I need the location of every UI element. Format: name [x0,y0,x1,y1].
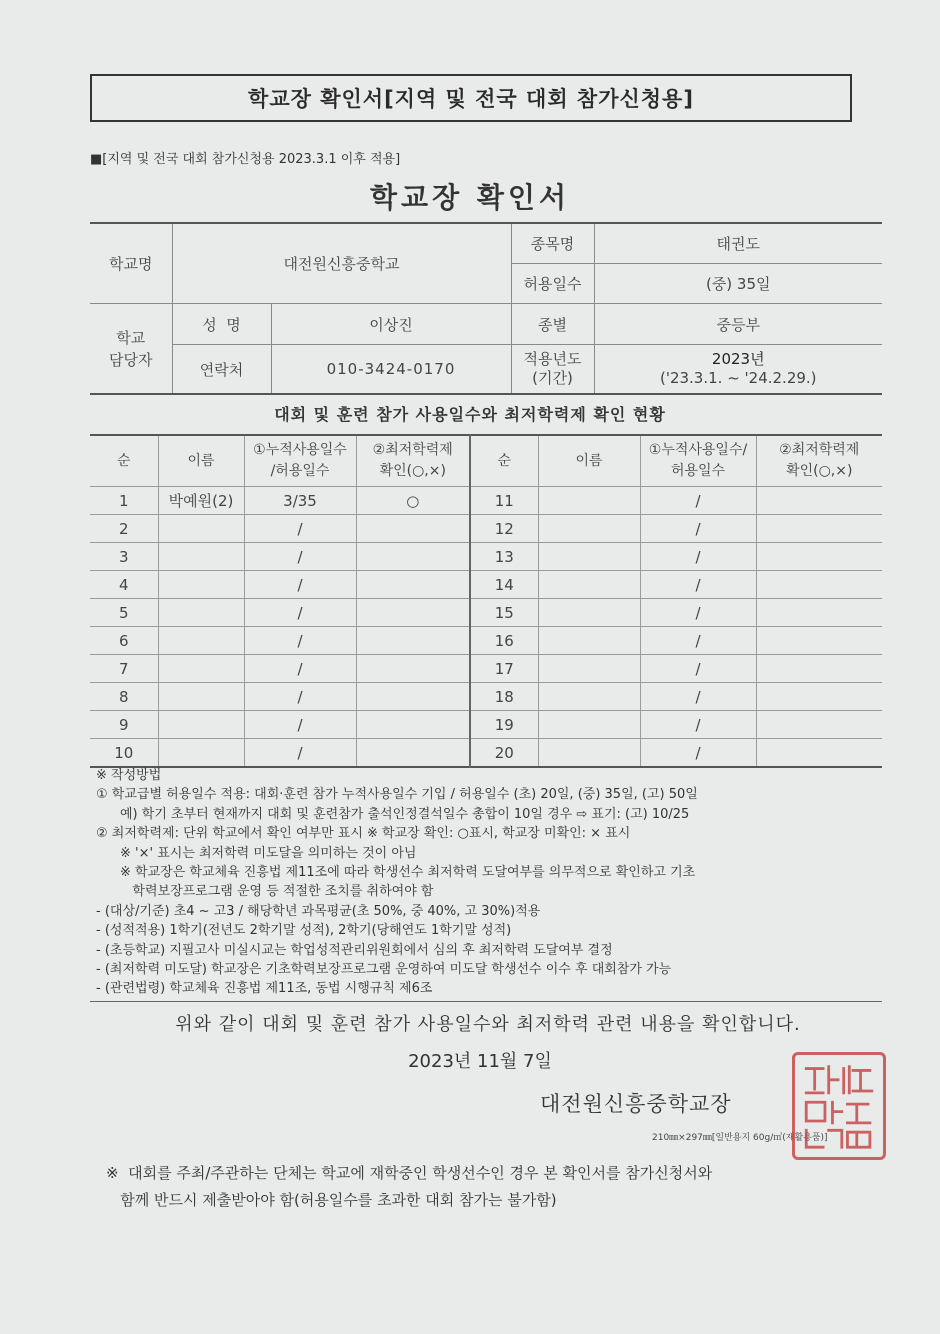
cell-r-name [538,543,640,571]
table-row [90,711,882,739]
cell-l-no: 5 [90,599,158,627]
principal-signature-line: 대전원신흥중학교장 [540,1092,732,1116]
cell-l-name [158,627,244,655]
footnote-line: ※ 대회를 주최/주관하는 단체는 학교에 재학중인 학생선수인 경우 본 확인서를 참가신청서와 [106,1164,713,1182]
note-line: - (초등학교) 지필고사 미실시교는 학업성적관리위원회에서 심의 후 최저학력 도달여부 결정 [96,942,613,958]
instructions-notes [96,766,886,999]
cell-r-name [538,599,640,627]
cell-l-ok [356,739,470,768]
cell-r-no: 15 [470,599,538,627]
cell-l-ok [356,543,470,571]
note-line: - (관련법령) 학교체육 진흥법 제11조, 동법 시행규칙 제6조 [96,981,433,997]
cell-r-no: 12 [470,515,538,543]
header-left-0: 순 [90,435,158,487]
cell-l-days: / [244,515,356,543]
cell-r-days: / [640,487,756,515]
cell-r-days: / [640,739,756,768]
cell-r-ok [756,683,882,711]
note-line: - (성적적용) 1학기(전년도 2학기말 성적), 2학기(당해연도 1학기말 성적) [96,923,512,939]
division-value: 중등부 [594,304,882,345]
footnote-line: 함께 반드시 제출받아야 함(허용일수를 초과한 대회 참가는 불가함) [106,1191,557,1209]
table-row [90,627,882,655]
cell-r-days: / [640,683,756,711]
note-line: ① 학교급별 허용일수 적용: 대회·훈련 참가 누적사용일수 기입 / 허용일수 (초) 20일, (중) 35일, (고) 50일 [96,787,698,803]
allowed-days-value: (중) 35일 [594,264,882,304]
cell-r-name [538,655,640,683]
period-cell [594,345,882,395]
period-label: 적용년도 (기간) [511,345,594,395]
page-title: 학교장 확인서 [369,181,571,214]
cell-l-days: / [244,627,356,655]
cell-l-days: / [244,543,356,571]
cell-l-ok [356,711,470,739]
header-right-2: ①누적사용일수/ 허용일수 [640,435,756,487]
cell-l-ok [356,571,470,599]
section-title: 대회 및 훈련 참가 사용일수와 최저학력제 확인 현황 [274,405,666,424]
sport-value: 태권도 [594,223,882,264]
cell-l-name [158,655,244,683]
cell-r-name [538,711,640,739]
cell-r-days: / [640,711,756,739]
form-banner-title: 학교장 확인서[지역 및 전국 대회 참가신청용] [90,74,852,122]
cell-r-days: / [640,543,756,571]
cell-r-name [538,683,640,711]
cell-l-no: 8 [90,683,158,711]
confirmation-statement: 위와 같이 대회 및 훈련 참가 사용일수와 최저학력 관련 내용을 확인합니다. [175,1014,801,1035]
table-body [90,487,882,768]
table-row [90,599,882,627]
cell-r-days: / [640,599,756,627]
note-line: - (대상/기준) 초4 ~ 고3 / 해당학년 과목평균(초 50%, 중 40%, 고 30%)적용 [96,903,541,919]
cell-r-ok [756,487,882,515]
cell-r-name [538,739,640,768]
cell-r-ok [756,711,882,739]
contact-label: 연락처 [172,345,271,395]
cell-l-ok [356,683,470,711]
sport-label: 종목명 [511,223,594,264]
cell-l-name [158,739,244,768]
cell-r-ok [756,543,882,571]
cell-l-no: 2 [90,515,158,543]
table-row [90,655,882,683]
table-row [90,683,882,711]
cell-l-ok [356,627,470,655]
cell-l-no: 3 [90,543,158,571]
cell-l-days: / [244,599,356,627]
note-line: 예) 학기 초부터 현재까지 대회 및 훈련참가 출석인정결석일수 총합이 10일 경우 ⇨ 표기: (고) 10/25 [120,806,690,822]
divider [90,1001,882,1002]
cell-l-days: 3/35 [244,487,356,515]
table-row [90,515,882,543]
cell-r-days: / [640,655,756,683]
cell-r-name [538,571,640,599]
table-row [90,571,882,599]
seal-graphic [795,1055,883,1157]
school-name-label: 학교명 [90,223,172,304]
header-left-2: ①누적사용일수 /허용일수 [244,435,356,487]
manager-label: 학교 담당자 [90,304,172,395]
cell-r-name [538,515,640,543]
header-right-0: 순 [470,435,538,487]
period-range: ('23.3.1. ~ '24.2.29.) [659,369,817,387]
header-left-3: ②최저학력제 확인(○,×) [356,435,470,487]
athlete-status-table [90,434,882,768]
manager-name-label: 성 명 [172,304,271,345]
cell-l-ok [356,515,470,543]
cell-l-name [158,599,244,627]
contact-value: 010-3424-0170 [271,345,511,395]
school-name-value: 대전원신흥중학교 [172,223,511,304]
note-line: ※ 학교장은 학교체육 진흥법 제11조에 따라 학생선수 최저학력 도달여부를 의무적으로 확인하고 기초 [120,865,696,881]
cell-r-ok [756,739,882,768]
cell-l-no: 10 [90,739,158,768]
cell-l-days: / [244,655,356,683]
cell-r-ok [756,571,882,599]
official-seal-stamp [792,1052,886,1160]
note-line: ※ 작성방법 [96,768,162,783]
cell-l-name [158,543,244,571]
cell-r-no: 19 [470,711,538,739]
cell-r-days: / [640,627,756,655]
period-year: 2023년 [711,350,765,368]
cell-r-no: 13 [470,543,538,571]
cell-l-days: / [244,683,356,711]
cell-l-ok: ○ [356,487,470,515]
cell-r-no: 14 [470,571,538,599]
note-line: 학력보장프로그램 운영 등 적절한 조치를 취하여야 함 [120,884,434,900]
cell-r-days: / [640,515,756,543]
cell-l-name: 박예원(2) [158,487,244,515]
cell-l-ok [356,655,470,683]
cell-l-no: 6 [90,627,158,655]
cell-l-days: / [244,571,356,599]
header-left-1: 이름 [158,435,244,487]
form-subtitle: ■[지역 및 전국 대회 참가신청용 2023.3.1 이후 적용] [90,152,401,167]
submission-footnote [106,1160,906,1214]
division-label: 종별 [511,304,594,345]
cell-l-name [158,571,244,599]
cell-l-name [158,683,244,711]
cell-l-name [158,711,244,739]
cell-l-name [158,515,244,543]
cell-l-no: 4 [90,571,158,599]
cell-r-name [538,627,640,655]
table-header-row [90,435,882,487]
header-right-3: ②최저학력제 확인(○,×) [756,435,882,487]
manager-name-value: 이상진 [271,304,511,345]
cell-r-no: 11 [470,487,538,515]
cell-r-no: 20 [470,739,538,768]
cell-l-no: 9 [90,711,158,739]
table-row [90,739,882,768]
cell-l-no: 7 [90,655,158,683]
cell-r-ok [756,599,882,627]
cell-r-no: 17 [470,655,538,683]
cell-r-ok [756,627,882,655]
cell-r-no: 18 [470,683,538,711]
allowed-days-label: 허용일수 [511,264,594,304]
note-line: - (최저학력 미도달) 학교장은 기초학력보장프로그램 운영하여 미도달 학생선수 이수 후 대회참가 가능 [96,962,672,978]
cell-r-name [538,487,640,515]
cell-l-days: / [244,739,356,768]
table-row [90,487,882,515]
table-row [90,543,882,571]
cell-l-days: / [244,711,356,739]
header-right-1: 이름 [538,435,640,487]
note-line: ※ '×' 표시는 최저학력 미도달을 의미하는 것이 아님 [120,845,417,861]
cell-l-no: 1 [90,487,158,515]
paper-spec: 210㎜×297㎜[일반용지 60g/㎡(재활용품)] [652,1133,828,1143]
cell-r-ok [756,515,882,543]
cell-r-days: / [640,571,756,599]
note-line: ② 최저학력제: 단위 학교에서 확인 여부만 표시 ※ 학교장 확인: ○표시, 학교장 미확인: × 표시 [96,826,631,842]
issue-date: 2023년 11월 7일 [408,1051,552,1072]
cell-r-no: 16 [470,627,538,655]
school-info-table [90,222,882,395]
cell-r-ok [756,655,882,683]
cell-l-ok [356,599,470,627]
